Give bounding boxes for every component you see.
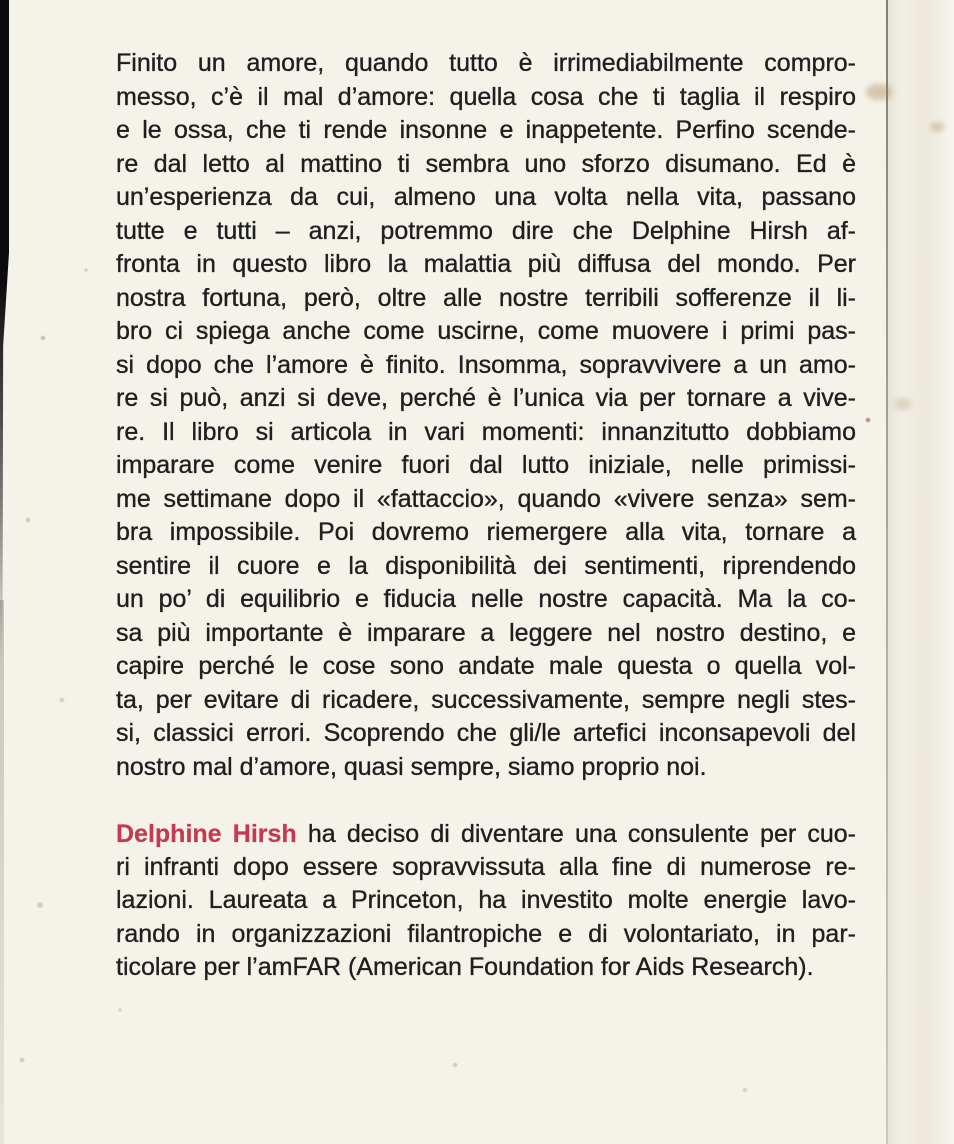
- bio-line: ri infranti dopo essere sopravvissuta alla fine di numerose re-: [116, 853, 856, 882]
- blurb-line: nostro mal d’amore, quasi sempre, siamo proprio noi.: [116, 752, 707, 781]
- blurb-line: re dal letto al mattino ti sembra uno sforzo disumano. Ed è: [116, 149, 856, 178]
- blurb-line: un’esperienza da cui, almeno una volta nella vita, passano: [116, 183, 856, 211]
- blurb-line: Finito un amore, quando tutto è irrimediabilmente compro-: [116, 49, 856, 77]
- blurb-line: un po’ di equilibrio e fiducia nelle nostre capacità. Ma la co-: [116, 585, 856, 613]
- author-name: Delphine Hirsh: [116, 820, 297, 848]
- blurb-line: sa più importante è imparare a leggere nel nostro destino, e: [116, 618, 856, 647]
- blurb-line: bra impossibile. Poi dovremo riemergere alla vita, tornare a: [116, 518, 856, 546]
- blurb-line: fronta in questo libro la malattia più diffusa del mondo. Per: [116, 250, 856, 278]
- bio-line: rando in organizzazioni filantropiche e di volontariato, in par-: [116, 919, 856, 948]
- blurb-line: e le ossa, che ti rende insonne e inappetente. Perfino scende-: [116, 116, 856, 144]
- paper-stain: [895, 398, 911, 410]
- bio-line-text: ha deciso di diventare una consulente per cuo-: [296, 820, 856, 848]
- bio-line: ticolare per l’amFAR (American Foundation for Aids Research).: [116, 952, 814, 981]
- blurb-line: tutte e tutti – anzi, potremmo dire che Delphine Hirsh af-: [116, 216, 856, 245]
- blurb-line: sentire il cuore e la disponibilità dei sentimenti, riprendendo: [116, 551, 856, 580]
- scanner-black-edge: [0, 0, 9, 665]
- book-cover-edge: [888, 0, 954, 1144]
- blurb-line: me settimane dopo il «fattaccio», quando «vivere senza» sem-: [116, 484, 856, 513]
- blurb-line: nostra fortuna, però, oltre alle nostre terribili sofferenze il li-: [116, 283, 856, 312]
- blurb-paragraph: [116, 47, 856, 784]
- blurb-line: ta, per evitare di ricadere, successivamente, sempre negli stes-: [116, 685, 856, 714]
- blurb-line: re si può, anzi si deve, perché è l’unica via per tornare a vive-: [116, 384, 856, 412]
- paper-stain: [930, 122, 944, 132]
- blurb-line: re. Il libro si articola in vari momenti: innanzitutto dobbiamo: [116, 417, 856, 446]
- scanner-left-shading: [0, 600, 4, 1144]
- blurb-line: imparare come venire fuori dal lutto iniziale, nelle primissi-: [116, 451, 856, 479]
- blurb-line: bro ci spiega anche come uscirne, come muovere i primi pas-: [116, 317, 856, 345]
- page-crease-line: [886, 0, 888, 1144]
- author-bio-paragraph: [116, 818, 856, 984]
- blurb-line: capire perché le cose sono andate male questa o quella vol-: [116, 652, 856, 680]
- paper-stain: [866, 84, 892, 100]
- blurb-line: messo, c’è il mal d’amore: quella cosa che ti taglia il respiro: [116, 82, 856, 111]
- bio-line: [116, 818, 856, 851]
- blurb-line: si dopo che l’amore è finito. Insomma, sopravvivere a un amo-: [116, 350, 856, 379]
- blurb-line: si, classici errori. Scoprendo che gli/le artefici inconsapevoli del: [116, 719, 856, 747]
- bio-line: lazioni. Laureata a Princeton, ha investito molte energie lavo-: [116, 886, 856, 915]
